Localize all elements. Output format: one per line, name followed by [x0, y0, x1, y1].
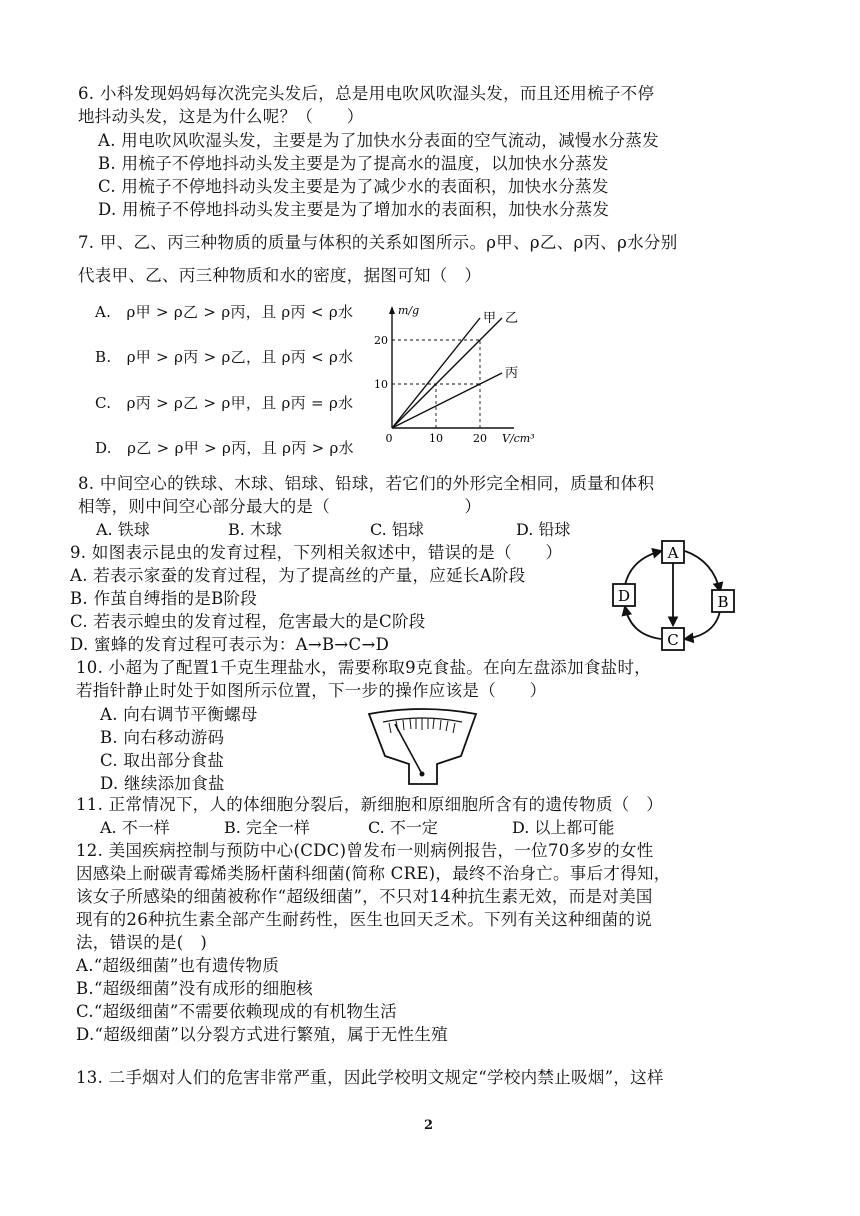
- q12-option-c: C.“超级细菌”不需要依赖现成的有机物生活: [76, 1002, 397, 1021]
- q9-option-a: A. 若表示家蚕的发育过程，为了提高丝的产量，应延长A阶段: [70, 566, 526, 585]
- balance-dial-diagram: [365, 708, 480, 788]
- q8-stem-line2: 相等，则中间空心部分最大的是（ ）: [78, 497, 482, 516]
- q13-stem: 13. 二手烟对人们的危害非常严重，因此学校明文规定“学校内禁止吸烟”，这样: [76, 1068, 664, 1087]
- q6-stem-line1: 6. 小科发现妈妈每次洗完头发后，总是用电吹风吹湿头发，而且还用梳子不停: [78, 84, 655, 103]
- insect-cycle-diagram: [605, 535, 745, 655]
- stage-label-c: C: [667, 631, 679, 649]
- arrow-b-to-c: [685, 611, 720, 639]
- q12-option-d: D.“超级细菌”以分裂方式进行繁殖，属于无性生殖: [76, 1025, 448, 1044]
- mass-volume-chart: [360, 300, 560, 450]
- q12-stem-line2: 因感染上耐碳青霉烯类肠杆菌科细菌(简称 CRE)，最终不治身亡。事后才得知，: [76, 864, 671, 883]
- x-tick-label-20: 20: [473, 432, 487, 445]
- q6-option-d: D. 用梳子不停地抖动头发主要是为了增加水的表面积，加快水分蒸发: [98, 200, 610, 219]
- q6-stem-line2: 地抖动头发，这是为什么呢？（ ）: [78, 107, 364, 126]
- q12-option-a: A.“超级细菌”也有遗传物质: [76, 956, 280, 975]
- q10-option-c: C. 取出部分食盐: [100, 751, 225, 770]
- series-label-1: 甲: [483, 311, 497, 326]
- q11-option-a: A. 不一样: [100, 818, 170, 837]
- q10-option-b: B. 向右移动游码: [100, 728, 225, 747]
- q9-option-b: B. 作茧自缚指的是B阶段: [70, 589, 258, 608]
- y-axis-arrow: [389, 306, 395, 314]
- q8-option-a: A. 铁球: [96, 520, 150, 539]
- q12-stem-line4: 现有的26种抗生素全部产生耐药性，医生也回天乏术。下列有关这种细菌的说: [76, 910, 652, 929]
- q7-option-d: D. ρ乙 > ρ甲 > ρ丙，且 ρ丙 > ρ水: [95, 439, 354, 457]
- q7-stem-line2: 代表甲、乙、丙三种物质和水的密度，据图可知（ ）: [78, 266, 482, 285]
- q8-option-c: C. 铝球: [370, 520, 424, 539]
- q12-stem-line5: 法，错误的是( ): [76, 933, 208, 952]
- stage-label-a: A: [667, 544, 679, 562]
- stage-label-d: D: [617, 587, 631, 605]
- q9-option-d: D. 蜜蜂的发育过程可表示为：A→B→C→D: [70, 635, 390, 654]
- arrow-a-to-b: [685, 551, 720, 591]
- q9-option-c: C. 若表示蝗虫的发育过程，危害最大的是C阶段: [70, 612, 426, 631]
- q12-stem-line3: 该女子所感染的细菌被称作“超级细菌”，不只对14种抗生素无效，而是对美国: [76, 887, 653, 906]
- q11-options: [100, 818, 700, 838]
- q7-stem-line1: 7. 甲、乙、丙三种物质的质量与体积的关系如图所示。ρ甲、ρ乙、ρ丙、ρ水分别: [78, 233, 678, 252]
- x-tick-label-0: 0: [385, 432, 393, 445]
- q11-option-d: D. 以上都可能: [512, 818, 615, 837]
- q12-option-b: B.“超级细菌”没有成形的细胞核: [76, 979, 314, 998]
- y-axis-label: m/g: [398, 304, 420, 317]
- series-line-3: [392, 373, 502, 428]
- q8-option-d: D. 铅球: [516, 520, 571, 539]
- q10-stem-line1: 10. 小超为了配置1千克生理盐水，需要称取9克食盐。在向左盘添加食盐时，: [76, 658, 652, 677]
- q7-option-a: A. ρ甲 > ρ乙 > ρ丙，且 ρ丙 < ρ水: [95, 303, 354, 321]
- q7-option-b: B. ρ甲 > ρ丙 > ρ乙，且 ρ丙 < ρ水: [95, 348, 354, 366]
- q7-option-c: C. ρ丙 > ρ乙 > ρ甲，且 ρ丙 = ρ水: [95, 394, 354, 412]
- y-tick-label-10: 10: [374, 378, 388, 391]
- y-tick-label-20: 20: [374, 334, 388, 347]
- q10-stem-line2: 若指针静止时处于如图所示位置，下一步的操作应该是（ ）: [76, 681, 547, 700]
- arrow-d-to-a: [625, 551, 661, 585]
- q8-option-b: B. 木球: [228, 520, 282, 539]
- q6-option-c: C. 用梳子不停地抖动头发主要是为了减少水的表面积，加快水分蒸发: [98, 177, 609, 196]
- q12-stem-line1: 12. 美国疾病控制与预防中心(CDC)曾发布一则病例报告，一位70多岁的女性: [76, 841, 654, 860]
- series-line-2: [392, 318, 502, 428]
- series-line-1: [392, 318, 480, 428]
- x-axis-label: V/cm³: [502, 432, 535, 445]
- stage-label-b: B: [717, 593, 729, 611]
- q10-option-a: A. 向右调节平衡螺母: [100, 705, 258, 724]
- q11-option-c: C. 不一定: [368, 818, 438, 837]
- x-tick-label-10: 10: [429, 432, 443, 445]
- q10-option-d: D. 继续添加食盐: [100, 774, 225, 793]
- q6-option-a: A. 用电吹风吹湿头发，主要是为了加快水分表面的空气流动，减慢水分蒸发: [98, 131, 659, 150]
- series-label-3: 丙: [505, 366, 519, 381]
- q9-stem: 9. 如图表示昆虫的发育过程，下列相关叙述中，错误的是（ ）: [70, 543, 563, 562]
- page-number: 2: [424, 1118, 434, 1133]
- q6-option-b: B. 用梳子不停地抖动头发主要是为了提高水的温度，以加快水分蒸发: [98, 154, 609, 173]
- arrow-c-to-d: [625, 607, 661, 639]
- q11-stem: 11. 正常情况下，人的体细胞分裂后，新细胞和原细胞所含有的遗传物质（ ）: [76, 795, 664, 814]
- q8-stem-line1: 8. 中间空心的铁球、木球、铝球、铅球，若它们的外形完全相同，质量和体积: [78, 474, 655, 493]
- q11-option-b: B. 完全一样: [224, 818, 310, 837]
- series-label-2: 乙: [505, 311, 519, 326]
